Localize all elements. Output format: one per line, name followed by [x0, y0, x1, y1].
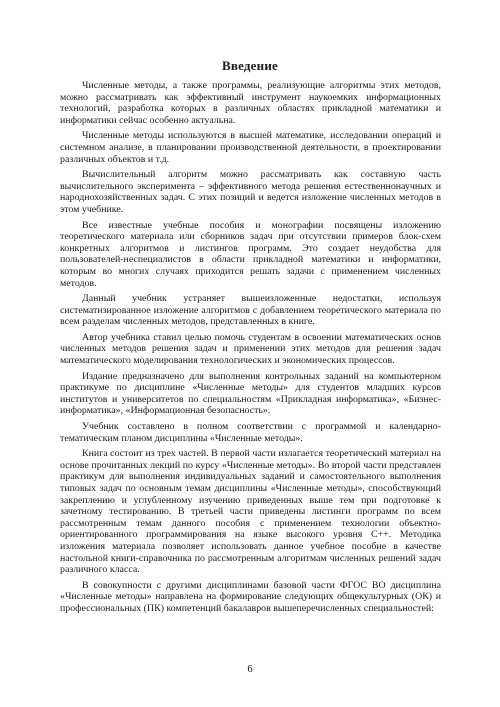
paragraph: Численные методы используются в высшей математике, исследовании операций и системном анализе, в планировании производственной деятельности, в проектировании различных объектов и т.д. [60, 130, 441, 165]
paragraph: Автор учебника ставил целью помочь студентам в освоении математических основ численных методов решения задач и применении этих методов для решения задач математического моделирования технологических и экономических процессов. [60, 331, 441, 367]
paragraph: В совокупности с другими дисциплинами базовой части ФГОС ВО дисциплина «Численные методы» направлена на формирование следующих общекультурных (ОК) и профессиональных (ПК) компетенций бакалавров вышеперечисленных специальностей: [60, 579, 441, 614]
paragraph: Издание предназначено для выполнения контрольных заданий на компьютерном практикуме по дисциплине «Численные методы» для студентов младших курсов институтов и университетов по специальностям «Прикладная информатика», «Бизнес-информатика», «Информационная безопасность». [60, 370, 441, 417]
paragraph: Данный учебник устраняет вышеизложенные недостатки, используя систематизированное изложение алгоритмов с добавлением теоретического материала по всем разделам численных методов, представленных в книге. [60, 293, 441, 328]
page-title: Введение [222, 58, 278, 73]
body-text [60, 80, 441, 619]
paragraph: Учебник составлено в полном соответствии с программой и календарно-тематическим планом дисциплины «Численные методы». [60, 421, 441, 444]
page-number: 6 [247, 664, 253, 675]
paragraph: Вычислительный алгоритм можно рассматривать как составную часть вычислительного эксперимента – эффективного метода решения естественнонаучных и народнохозяйственных задач. С этих позиций и ведется изложение численных методов в этом учебнике. [60, 169, 441, 215]
paragraph: Численные методы, а также программы, реализующие алгоритмы этих методов, можно рассматривать как эффективный инструмент наукоемких информационных технологий, разработка которых в различных областях прикладной математики и информатики сейчас особенно актуальна. [60, 80, 441, 126]
paragraph: Книга состоит из трех частей. В первой части излагается теоретический материал на основе прочитанных лекций по курсу «Численные методы». Во второй части представлен практикум для выполнения индивидуальных заданий и самостоятельного выполнения типовых задач по основным темам дисциплины «Численные методы», способствующий закреплению и углубленному изучению приведенных выше тем при подготовке к зачетному тестированию. В третьей части приведены листинги программ по всем рассмотренным темам данного пособия с применением технологии объектно-ориентированного программирования на языке высокого уровня C++. Методика изложения материала позволяет использовать данное учебное пособие в качестве настольной книги-справочника по рассмотренным алгоритмам численных решений задач различного класса. [60, 448, 441, 576]
paragraph: Все известные учебные пособия и монографии посвящены изложению теоретического материала или сборников задач при отсутствии примеров блок-схем конкретных алгоритмов и листингов программ. Это создает неудобства для пользователей-неспециалистов в области прикладной математики и информатики, которым во многих случаях приходится решать задачи с применением численных методов. [60, 219, 441, 289]
